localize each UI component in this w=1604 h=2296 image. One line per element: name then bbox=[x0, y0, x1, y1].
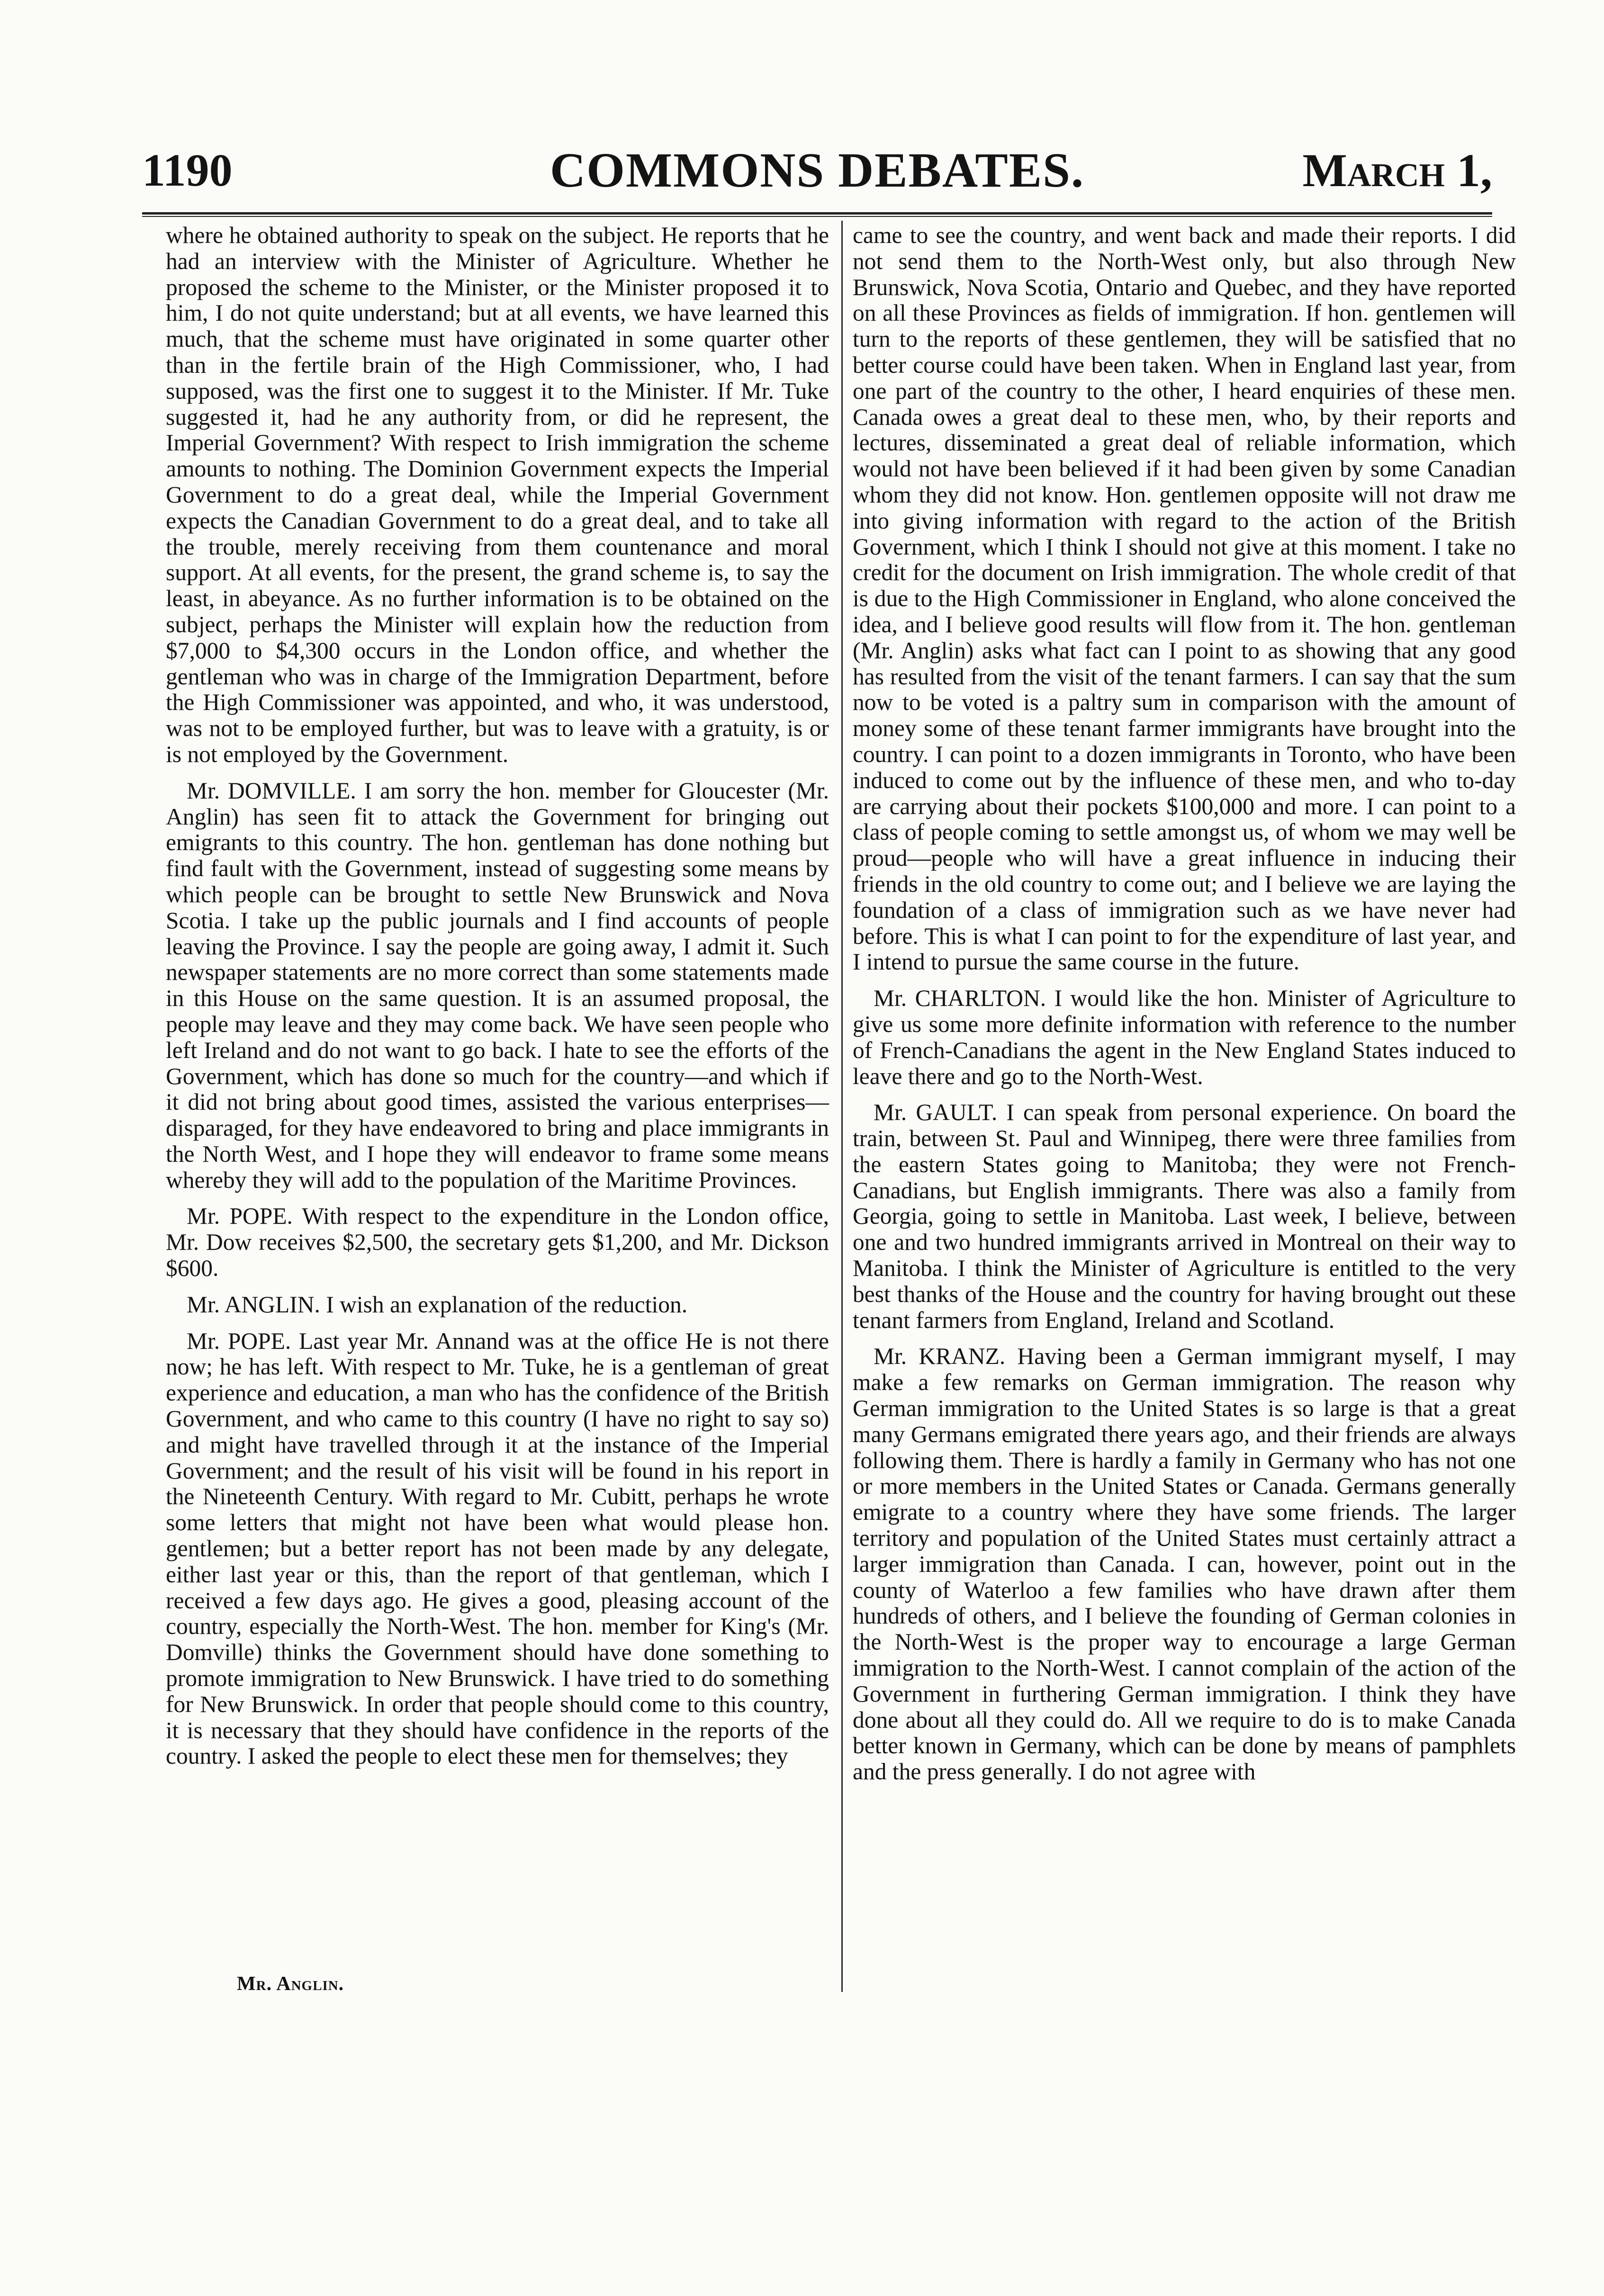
header-rule bbox=[142, 212, 1492, 215]
paragraph: Mr. POPE. With respect to the expenditure in the London office, Mr. Dow receives $2,500, the secretary gets $1,200, and Mr. Dickson $600. bbox=[166, 1203, 829, 1282]
column-divider bbox=[841, 221, 843, 1992]
footer-speaker-name: Mr. Anglin. bbox=[237, 1973, 344, 1995]
right-column bbox=[853, 223, 1516, 1795]
paragraph: where he obtained authority to speak on the subject. He reports that he had an interview with the Minister of Agriculture. Whether he proposed the scheme to the Minister, or the Minister proposed it to him, I do not quite understand; but at all events, we have learned this much, that the scheme must have originated in some quarter other than in the fertile brain of the High Commissioner, who, I had supposed, was the first one to suggest it to the Minister. If Mr. Tuke suggested it, had he any authority from, or did he represent, the Imperial Government? With respect to Irish immigration the scheme amounts to nothing. The Dominion Government expects the Imperial Government to do a great deal, while the Imperial Government expects the Canadian Government to do a great deal, and to take all the trouble, merely receiving from them countenance and moral support. At all events, for the present, the grand scheme is, to say the least, in abeyance. As no further information is to be obtained on the subject, perhaps the Minister will explain how the reduction from $7,000 to $4,300 occurs in the London office, and whether the gentleman who was in charge of the Immigration Department, before the High Commissioner was appointed, and who, it was understood, was not to be employed further, but was to leave with a gratuity, is or is not employed by the Government. bbox=[166, 222, 829, 767]
left-column bbox=[166, 223, 829, 1780]
page-number: 1190 bbox=[142, 145, 233, 196]
page-date: March 1, bbox=[1302, 144, 1492, 197]
paragraph: Mr. KRANZ. Having been a German immigrant myself, I may make a few remarks on German immigration. The reason why German immigration to the United States is so large is that a great many Germans emigrated there years ago, and their friends are always following them. There is hardly a family in Germany who has not one or more members in the United States or Canada. Germans generally emigrate to a country where they have some friends. The larger territory and population of the United States must certainly attract a larger immigration than Canada. I can, however, point out in the county of Waterloo a few families who have drawn after them hundreds of others, and I believe the founding of German colonies in the North-West is the proper way to encourage a large German immigration to the North-West. I cannot complain of the action of the Government in furthering German immigration. I think they have done about all they could do. All we require to do is to make Canada better known in Germany, which can be done by means of pamphlets and the press generally. I do not agree with bbox=[853, 1343, 1516, 1785]
header-rule-thin bbox=[142, 216, 1492, 217]
paragraph: came to see the country, and went back and made their reports. I did not send them to the North-West only, but also through New Brunswick, Nova Scotia, Ontario and Quebec, and they have reported on all these Provinces as fields of immigration. If hon. gentlemen will turn to the reports of these gentlemen, they will be satisfied that no better course could have been taken. When in England last year, from one part of the country to the other, I heard enquiries of these men. Canada owes a great deal to these men, who, by their reports and lectures, disseminated a great deal of reliable information, which would not have been believed if it had been given by some Canadian whom they did not know. Hon. gentlemen opposite will not draw me into giving information with regard to the action of the British Government, which I think I should not give at this moment. I take no credit for the document on Irish immigration. The whole credit of that is due to the High Commissioner in England, who alone conceived the idea, and I believe good results will flow from it. The hon. gentleman (Mr. Anglin) asks what fact can I point to as showing that any good has resulted from the visit of the tenant farmers. I can say that the sum now to be voted is a paltry sum in comparison with the amount of money some of these tenant farmer immigrants have brought into the country. I can point to a dozen immigrants in Toronto, who have been induced to come out by the influence of these men, and who to-day are carrying about their pockets $100,000 and more. I can point to a class of people coming to settle amongst us, of whom we may well be proud—people who will have a great influence in inducing their friends in the old country to come out; and I believe we are laying the foundation of a class of immigration such as we have never had before. This is what I can point to for the expenditure of last year, and I intend to pursue the same course in the future. bbox=[853, 222, 1516, 975]
paragraph: Mr. CHARLTON. I would like the hon. Minister of Agriculture to give us some more definite information with reference to the number of French-Canadians the agent in the New England States induced to leave there and go to the North-West. bbox=[853, 985, 1516, 1089]
page-title: COMMONS DEBATES. bbox=[550, 143, 1084, 197]
page-header bbox=[142, 137, 1492, 204]
paragraph: Mr. GAULT. I can speak from personal experience. On board the train, between St. Paul and Winnipeg, there were three families from the eastern States going to Manitoba; they were not French-Canadians, but English immigrants. There was also a family from Georgia, going to settle in Manitoba. Last week, I believe, between one and two hundred immigrants arrived in Montreal on their way to Manitoba. I think the Minister of Agriculture is entitled to the very best thanks of the House and the country for having brought out these tenant farmers from England, Ireland and Scotland. bbox=[853, 1099, 1516, 1333]
paragraph: Mr. DOMVILLE. I am sorry the hon. member for Gloucester (Mr. Anglin) has seen fit to attack the Government for bringing out emigrants to this country. The hon. gentleman has done nothing but find fault with the Government, instead of suggesting some means by which people can be brought to settle New Brunswick and Nova Scotia. I take up the public journals and I find accounts of people leaving the Province. I say the people are going away, I admit it. Such newspaper statements are no more correct than some statements made in this House on the same question. It is an assumed proposal, the people may leave and they may come back. We have seen people who left Ireland and do not want to go back. I hate to see the efforts of the Government, which has done so much for the country—and which if it did not bring about good times, assisted the various enterprises—disparaged, for they have endeavored to bring and place immigrants in the North West, and I hope they will endeavor to frame some means whereby they will add to the population of the Maritime Provinces. bbox=[166, 777, 829, 1193]
paragraph: Mr. POPE. Last year Mr. Annand was at the office He is not there now; he has left. With respect to Mr. Tuke, he is a gentleman of great experience and education, a man who has the confidence of the British Government, and who came to this country (I have no right to say so) and might have travelled through it at the instance of the Imperial Government; and the result of his visit will be found in his report in the Nineteenth Century. With regard to Mr. Cubitt, perhaps he wrote some letters that might not have been what would please hon. gentlemen; but a better report has not been made by any delegate, either last year or this, than the report of that gentleman, which I received a few days ago. He gives a good, pleasing account of the country, especially the North-West. The hon. member for King's (Mr. Domville) thinks the Government should have done something to promote immigration to New Brunswick. I have tried to do something for New Brunswick. In order that people should come to this country, it is necessary that they should have confidence in the reports of the country. I asked the people to elect these men for themselves; they bbox=[166, 1327, 829, 1769]
paragraph: Mr. ANGLIN. I wish an explanation of the reduction. bbox=[187, 1291, 688, 1318]
